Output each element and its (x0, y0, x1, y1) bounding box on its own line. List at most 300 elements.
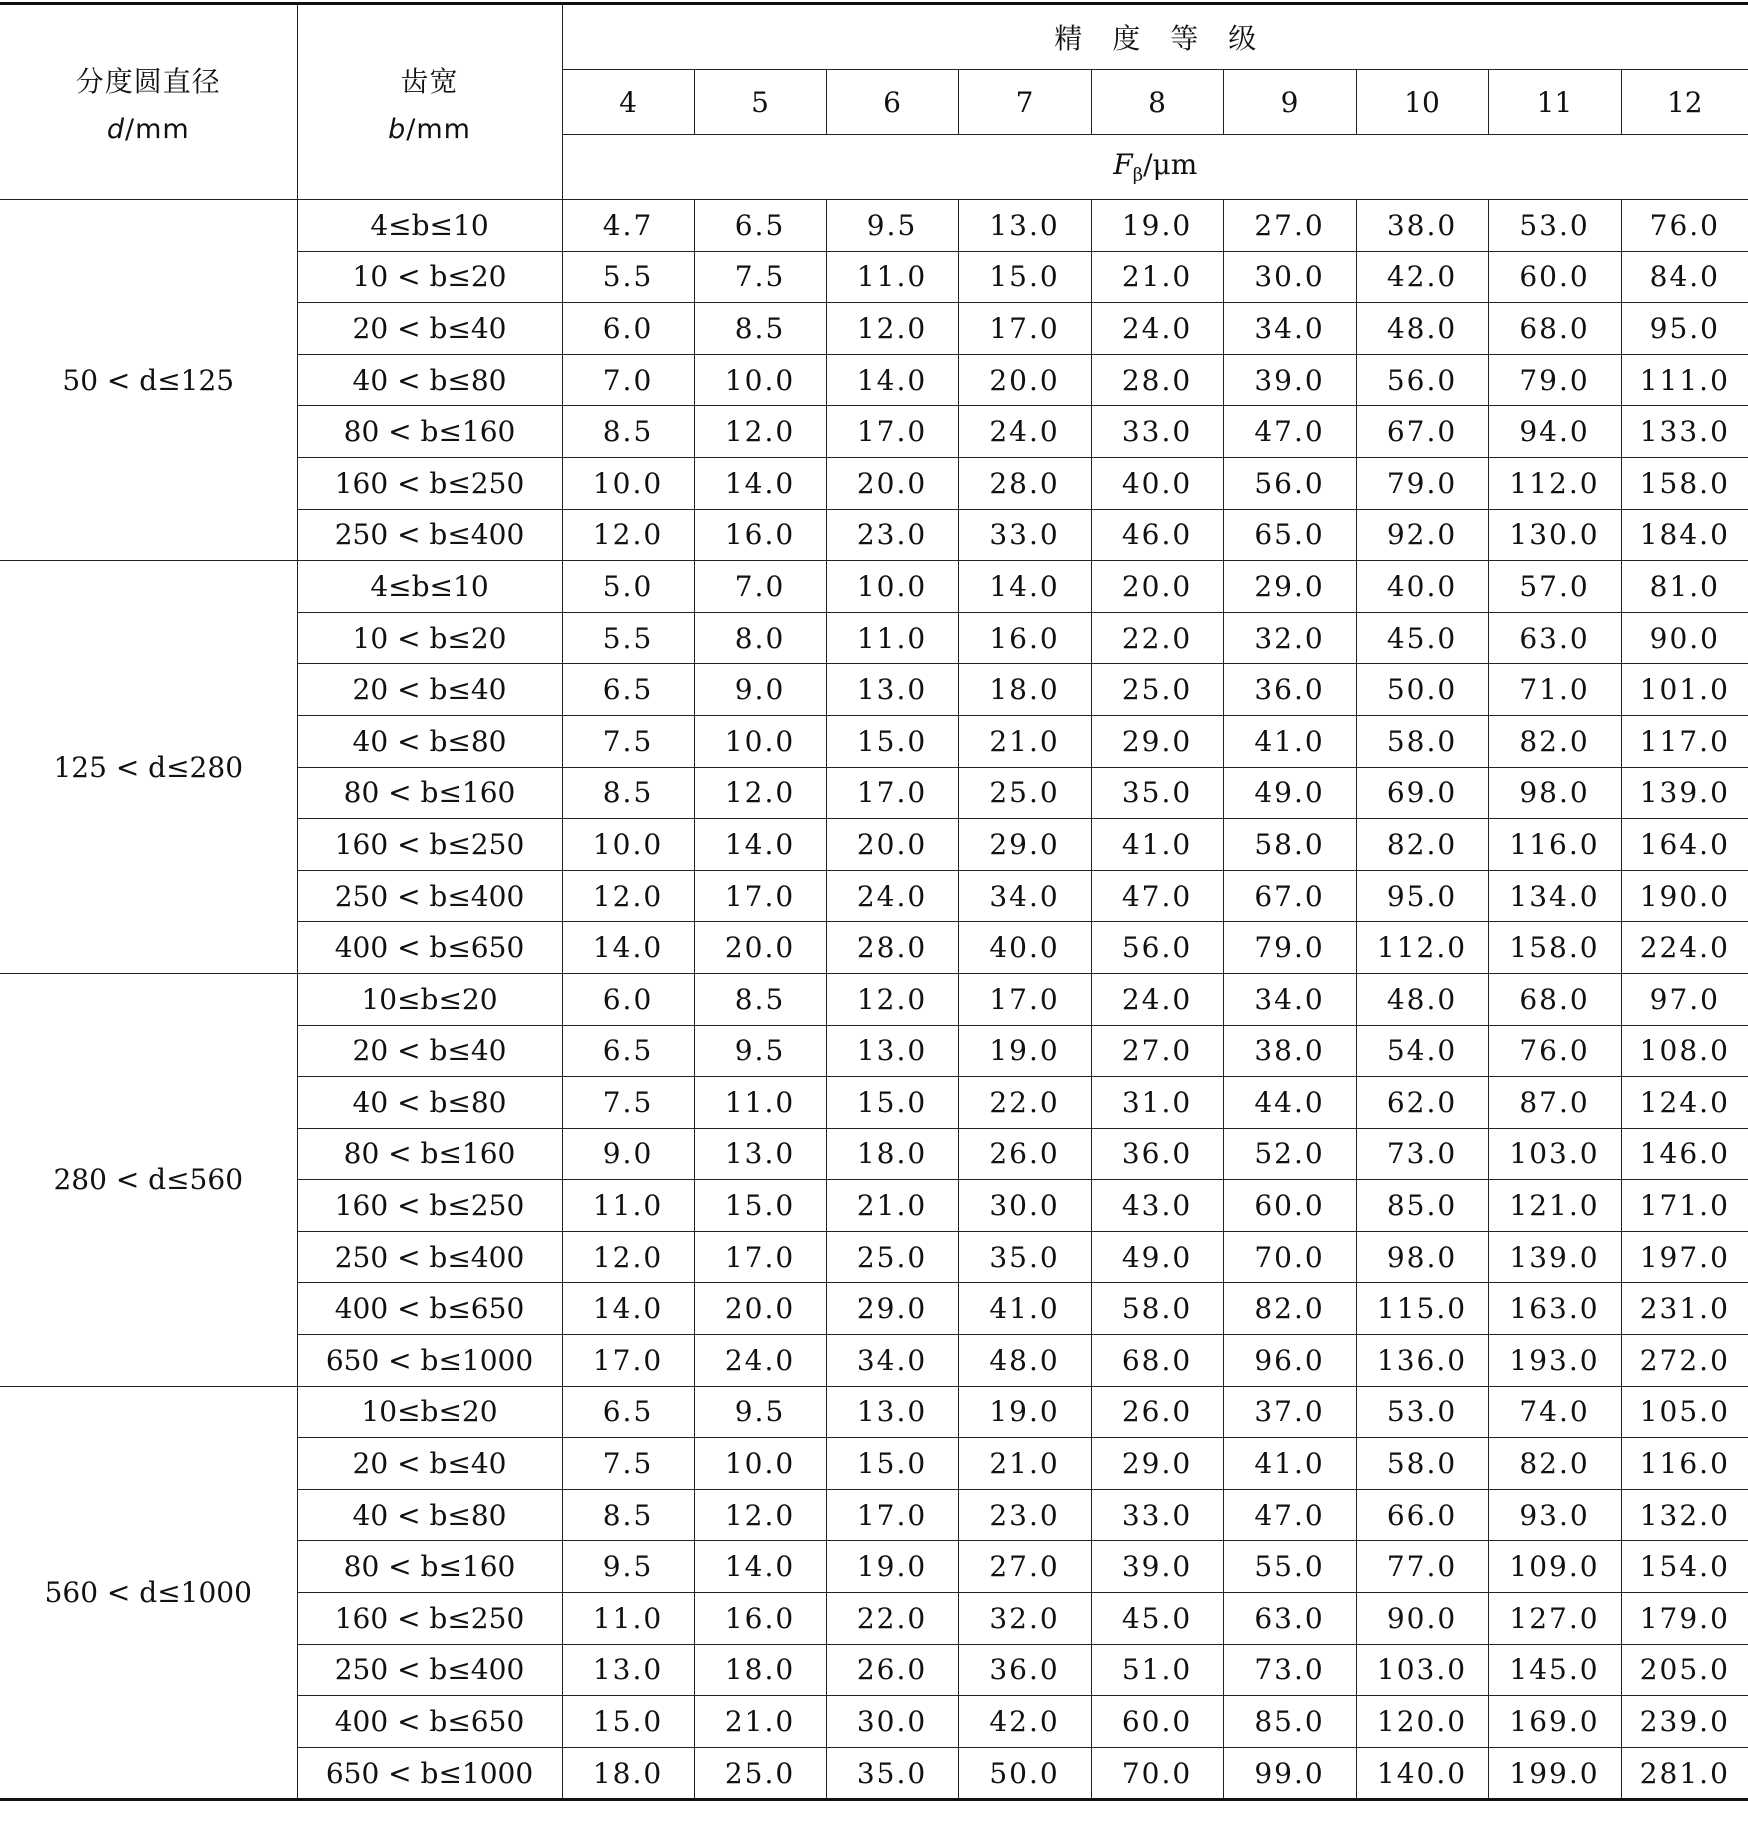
tolerance-value-cell: 272.0 (1621, 1335, 1748, 1387)
tolerance-value-cell: 14.0 (562, 922, 694, 974)
tolerance-value-cell: 24.0 (694, 1335, 826, 1387)
tolerance-value-cell: 8.5 (562, 406, 694, 458)
tolerance-value-cell: 98.0 (1488, 767, 1621, 819)
tolerance-value-cell: 96.0 (1223, 1335, 1356, 1387)
tolerance-value-cell: 105.0 (1621, 1386, 1748, 1438)
tolerance-value-cell: 67.0 (1356, 406, 1488, 458)
tolerance-value-cell: 20.0 (1091, 561, 1223, 613)
tolerance-value-cell: 19.0 (826, 1541, 958, 1593)
tolerance-value-cell: 73.0 (1356, 1128, 1488, 1180)
tolerance-value-cell: 48.0 (1356, 973, 1488, 1025)
tolerance-value-cell: 34.0 (1223, 303, 1356, 355)
width-range-cell: 20 < b≤40 (297, 1438, 562, 1490)
grade-cell: 7 (958, 70, 1091, 135)
tolerance-value-cell: 42.0 (958, 1696, 1091, 1748)
tolerance-value-cell: 46.0 (1091, 509, 1223, 561)
tolerance-value-cell: 50.0 (1356, 664, 1488, 716)
tolerance-value-cell: 132.0 (1621, 1489, 1748, 1541)
tolerance-value-cell: 54.0 (1356, 1025, 1488, 1077)
tolerance-value-cell: 60.0 (1223, 1180, 1356, 1232)
tolerance-value-cell: 224.0 (1621, 922, 1748, 974)
tolerance-value-cell: 41.0 (1091, 819, 1223, 871)
tolerance-value-cell: 44.0 (1223, 1077, 1356, 1129)
width-range-cell: 20 < b≤40 (297, 1025, 562, 1077)
tolerance-value-cell: 12.0 (694, 1489, 826, 1541)
helix-tolerance-table (0, 2, 1748, 1801)
tolerance-value-cell: 70.0 (1223, 1231, 1356, 1283)
tolerance-value-cell: 48.0 (958, 1335, 1091, 1387)
tolerance-value-cell: 5.5 (562, 251, 694, 303)
tolerance-value-cell: 38.0 (1356, 200, 1488, 252)
tolerance-value-cell: 13.0 (826, 1025, 958, 1077)
tolerance-value-cell: 85.0 (1223, 1696, 1356, 1748)
tolerance-value-cell: 101.0 (1621, 664, 1748, 716)
tolerance-value-cell: 69.0 (1356, 767, 1488, 819)
tolerance-value-cell: 36.0 (1091, 1128, 1223, 1180)
tolerance-value-cell: 29.0 (1091, 1438, 1223, 1490)
tolerance-value-cell: 139.0 (1488, 1231, 1621, 1283)
tolerance-value-cell: 18.0 (826, 1128, 958, 1180)
tolerance-value-cell: 158.0 (1488, 922, 1621, 974)
tolerance-value-cell: 15.0 (826, 1438, 958, 1490)
tolerance-value-cell: 33.0 (958, 509, 1091, 561)
tolerance-value-cell: 163.0 (1488, 1283, 1621, 1335)
width-range-cell: 10 < b≤20 (297, 612, 562, 664)
tolerance-value-cell: 5.0 (562, 561, 694, 613)
tolerance-value-cell: 68.0 (1488, 303, 1621, 355)
tolerance-value-cell: 63.0 (1488, 612, 1621, 664)
tolerance-value-cell: 16.0 (694, 1593, 826, 1645)
tolerance-value-cell: 21.0 (958, 715, 1091, 767)
tolerance-value-cell: 16.0 (694, 509, 826, 561)
tolerance-value-cell: 30.0 (826, 1696, 958, 1748)
tolerance-value-cell: 93.0 (1488, 1489, 1621, 1541)
tolerance-value-cell: 29.0 (826, 1283, 958, 1335)
width-range-cell: 250 < b≤400 (297, 1231, 562, 1283)
tolerance-value-cell: 26.0 (826, 1644, 958, 1696)
tolerance-value-cell: 23.0 (826, 509, 958, 561)
tolerance-value-cell: 30.0 (1223, 251, 1356, 303)
tolerance-value-cell: 95.0 (1356, 870, 1488, 922)
diameter-header (0, 4, 297, 200)
tolerance-value-cell: 17.0 (958, 303, 1091, 355)
tolerance-value-cell: 179.0 (1621, 1593, 1748, 1645)
tolerance-value-cell: 124.0 (1621, 1077, 1748, 1129)
tolerance-value-cell: 19.0 (1091, 200, 1223, 252)
tolerance-value-cell: 16.0 (958, 612, 1091, 664)
tolerance-value-cell: 32.0 (958, 1593, 1091, 1645)
tolerance-value-cell: 199.0 (1488, 1747, 1621, 1800)
tolerance-value-cell: 23.0 (958, 1489, 1091, 1541)
tolerance-value-cell: 17.0 (826, 767, 958, 819)
tolerance-value-cell: 56.0 (1223, 457, 1356, 509)
width-range-cell: 400 < b≤650 (297, 1283, 562, 1335)
tolerance-value-cell: 82.0 (1488, 715, 1621, 767)
grade-cell: 8 (1091, 70, 1223, 135)
tolerance-value-cell: 71.0 (1488, 664, 1621, 716)
tolerance-value-cell: 7.5 (694, 251, 826, 303)
tolerance-value-cell: 15.0 (826, 1077, 958, 1129)
width-range-cell: 80 < b≤160 (297, 1541, 562, 1593)
width-range-cell: 250 < b≤400 (297, 870, 562, 922)
table-body (0, 200, 1748, 1800)
tolerance-value-cell: 84.0 (1621, 251, 1748, 303)
tolerance-value-cell: 21.0 (694, 1696, 826, 1748)
tolerance-value-cell: 7.5 (562, 715, 694, 767)
tolerance-value-cell: 6.5 (562, 1386, 694, 1438)
tolerance-value-cell: 90.0 (1356, 1593, 1488, 1645)
tolerance-value-cell: 117.0 (1621, 715, 1748, 767)
tolerance-value-cell: 79.0 (1488, 354, 1621, 406)
tolerance-value-cell: 13.0 (826, 1386, 958, 1438)
tolerance-value-cell: 47.0 (1091, 870, 1223, 922)
tolerance-value-cell: 62.0 (1356, 1077, 1488, 1129)
tolerance-value-cell: 35.0 (1091, 767, 1223, 819)
tolerance-value-cell: 31.0 (1091, 1077, 1223, 1129)
tolerance-value-cell: 95.0 (1621, 303, 1748, 355)
tolerance-value-cell: 24.0 (958, 406, 1091, 458)
tolerance-value-cell: 121.0 (1488, 1180, 1621, 1232)
tolerance-value-cell: 145.0 (1488, 1644, 1621, 1696)
grade-cell: 5 (694, 70, 826, 135)
tolerance-value-cell: 66.0 (1356, 1489, 1488, 1541)
tolerance-value-cell: 28.0 (1091, 354, 1223, 406)
tolerance-value-cell: 60.0 (1091, 1696, 1223, 1748)
tolerance-value-cell: 17.0 (958, 973, 1091, 1025)
table-header (0, 4, 1748, 200)
tolerance-value-cell: 35.0 (958, 1231, 1091, 1283)
tolerance-value-cell: 60.0 (1488, 251, 1621, 303)
tolerance-value-cell: 19.0 (958, 1025, 1091, 1077)
tolerance-value-cell: 231.0 (1621, 1283, 1748, 1335)
width-range-cell: 400 < b≤650 (297, 1696, 562, 1748)
tolerance-value-cell: 9.0 (562, 1128, 694, 1180)
tolerance-value-cell: 18.0 (562, 1747, 694, 1800)
width-range-cell: 40 < b≤80 (297, 1077, 562, 1129)
tolerance-value-cell: 73.0 (1223, 1644, 1356, 1696)
tolerance-value-cell: 79.0 (1356, 457, 1488, 509)
tolerance-value-cell: 8.5 (694, 973, 826, 1025)
tolerance-value-cell: 58.0 (1091, 1283, 1223, 1335)
diameter-range-cell: 560 < d≤1000 (0, 1386, 297, 1800)
tolerance-value-cell: 45.0 (1356, 612, 1488, 664)
width-range-cell: 400 < b≤650 (297, 922, 562, 974)
grade-cell: 10 (1356, 70, 1488, 135)
tolerance-value-cell: 41.0 (1223, 1438, 1356, 1490)
tolerance-value-cell: 10.0 (694, 715, 826, 767)
tolerance-value-cell: 97.0 (1621, 973, 1748, 1025)
tolerance-value-cell: 55.0 (1223, 1541, 1356, 1593)
grade-cell: 11 (1488, 70, 1621, 135)
width-range-cell: 10≤b≤20 (297, 1386, 562, 1438)
width-range-cell: 160 < b≤250 (297, 1180, 562, 1232)
tolerance-value-cell: 79.0 (1223, 922, 1356, 974)
width-range-cell: 80 < b≤160 (297, 406, 562, 458)
tolerance-value-cell: 103.0 (1488, 1128, 1621, 1180)
width-range-cell: 160 < b≤250 (297, 819, 562, 871)
tolerance-value-cell: 112.0 (1356, 922, 1488, 974)
tolerance-value-cell: 24.0 (1091, 303, 1223, 355)
tolerance-value-cell: 49.0 (1091, 1231, 1223, 1283)
tolerance-value-cell: 8.5 (694, 303, 826, 355)
tolerance-value-cell: 63.0 (1223, 1593, 1356, 1645)
tolerance-value-cell: 10.0 (562, 819, 694, 871)
tolerance-value-cell: 98.0 (1356, 1231, 1488, 1283)
tolerance-value-cell: 20.0 (694, 1283, 826, 1335)
tolerance-value-cell: 28.0 (958, 457, 1091, 509)
tolerance-value-cell: 92.0 (1356, 509, 1488, 561)
width-range-cell: 10≤b≤20 (297, 973, 562, 1025)
tolerance-value-cell: 9.0 (694, 664, 826, 716)
tolerance-value-cell: 184.0 (1621, 509, 1748, 561)
width-range-cell: 650 < b≤1000 (297, 1335, 562, 1387)
tolerance-value-cell: 25.0 (958, 767, 1091, 819)
tolerance-value-cell: 35.0 (826, 1747, 958, 1800)
tolerance-value-cell: 42.0 (1356, 251, 1488, 303)
table-row (0, 561, 1748, 613)
tolerance-value-cell: 22.0 (1091, 612, 1223, 664)
tolerance-value-cell: 65.0 (1223, 509, 1356, 561)
tolerance-value-cell: 8.5 (562, 1489, 694, 1541)
tolerance-value-cell: 32.0 (1223, 612, 1356, 664)
tolerance-value-cell: 12.0 (562, 1231, 694, 1283)
tolerance-value-cell: 68.0 (1091, 1335, 1223, 1387)
tolerance-value-cell: 5.5 (562, 612, 694, 664)
tolerance-value-cell: 28.0 (826, 922, 958, 974)
tolerance-var: F (1113, 148, 1133, 182)
tolerance-value-cell: 158.0 (1621, 457, 1748, 509)
tolerance-value-cell: 58.0 (1356, 1438, 1488, 1490)
tolerance-value-cell: 10.0 (694, 1438, 826, 1490)
tolerance-value-cell: 29.0 (1223, 561, 1356, 613)
tolerance-value-cell: 25.0 (1091, 664, 1223, 716)
width-range-cell: 40 < b≤80 (297, 1489, 562, 1541)
table-row (0, 973, 1748, 1025)
tolerance-value-cell: 17.0 (826, 1489, 958, 1541)
tolerance-value-cell: 14.0 (958, 561, 1091, 613)
diameter-range-cell: 125 < d≤280 (0, 561, 297, 974)
tolerance-value-cell: 12.0 (694, 406, 826, 458)
grade-cell: 4 (562, 70, 694, 135)
tolerance-value-cell: 94.0 (1488, 406, 1621, 458)
tolerance-value-cell: 18.0 (694, 1644, 826, 1696)
tolerance-value-cell: 12.0 (562, 509, 694, 561)
tolerance-value-cell: 22.0 (958, 1077, 1091, 1129)
tolerance-value-cell: 58.0 (1356, 715, 1488, 767)
tolerance-value-cell: 130.0 (1488, 509, 1621, 561)
tolerance-value-cell: 76.0 (1621, 200, 1748, 252)
tolerance-value-cell: 21.0 (826, 1180, 958, 1232)
diameter-range-cell: 280 < d≤560 (0, 973, 297, 1386)
tolerance-value-cell: 10.0 (562, 457, 694, 509)
table-row (0, 1386, 1748, 1438)
tolerance-value-cell: 53.0 (1356, 1386, 1488, 1438)
tolerance-value-cell: 52.0 (1223, 1128, 1356, 1180)
tolerance-value-cell: 50.0 (958, 1747, 1091, 1800)
tolerance-value-cell: 57.0 (1488, 561, 1621, 613)
tolerance-value-cell: 82.0 (1488, 1438, 1621, 1490)
width-range-cell: 160 < b≤250 (297, 457, 562, 509)
width-label: 齿宽 (400, 64, 459, 98)
tolerance-value-cell: 24.0 (826, 870, 958, 922)
tolerance-value-cell: 27.0 (958, 1541, 1091, 1593)
width-range-cell: 4≤b≤10 (297, 200, 562, 252)
tolerance-value-cell: 11.0 (562, 1593, 694, 1645)
tolerance-value-cell: 90.0 (1621, 612, 1748, 664)
tolerance-value-cell: 164.0 (1621, 819, 1748, 871)
tolerance-value-cell: 25.0 (826, 1231, 958, 1283)
tolerance-value-cell: 18.0 (958, 664, 1091, 716)
tolerance-value-cell: 15.0 (694, 1180, 826, 1232)
diameter-range-cell: 50 < d≤125 (0, 200, 297, 561)
tolerance-value-cell: 134.0 (1488, 870, 1621, 922)
tolerance-value-cell: 15.0 (562, 1696, 694, 1748)
tolerance-value-cell: 116.0 (1621, 1438, 1748, 1490)
tolerance-value-cell: 127.0 (1488, 1593, 1621, 1645)
tolerance-value-cell: 36.0 (1223, 664, 1356, 716)
tolerance-value-cell: 17.0 (562, 1335, 694, 1387)
tolerance-value-cell: 17.0 (694, 870, 826, 922)
tolerance-value-cell: 67.0 (1223, 870, 1356, 922)
tolerance-value-cell: 15.0 (826, 715, 958, 767)
tolerance-value-cell: 7.0 (694, 561, 826, 613)
width-range-cell: 10 < b≤20 (297, 251, 562, 303)
tolerance-value-cell: 68.0 (1488, 973, 1621, 1025)
width-range-cell: 80 < b≤160 (297, 1128, 562, 1180)
tolerance-value-cell: 74.0 (1488, 1386, 1621, 1438)
width-range-cell: 40 < b≤80 (297, 715, 562, 767)
tolerance-value-cell: 193.0 (1488, 1335, 1621, 1387)
tolerance-value-cell: 26.0 (1091, 1386, 1223, 1438)
tolerance-value-cell: 47.0 (1223, 406, 1356, 458)
grade-cell: 9 (1223, 70, 1356, 135)
grade-cell: 6 (826, 70, 958, 135)
tolerance-value-cell: 70.0 (1091, 1747, 1223, 1800)
tolerance-value-cell: 53.0 (1488, 200, 1621, 252)
width-range-cell: 250 < b≤400 (297, 1644, 562, 1696)
tolerance-value-cell: 14.0 (694, 819, 826, 871)
tolerance-value-cell: 116.0 (1488, 819, 1621, 871)
width-unit: /mm (406, 113, 471, 145)
tolerance-value-cell: 17.0 (694, 1231, 826, 1283)
tolerance-value-cell: 13.0 (826, 664, 958, 716)
tolerance-value-cell: 8.0 (694, 612, 826, 664)
tolerance-value-cell: 9.5 (562, 1541, 694, 1593)
tolerance-value-cell: 51.0 (1091, 1644, 1223, 1696)
tolerance-value-cell: 40.0 (958, 922, 1091, 974)
tolerance-value-cell: 10.0 (694, 354, 826, 406)
tolerance-value-cell: 87.0 (1488, 1077, 1621, 1129)
width-range-cell: 20 < b≤40 (297, 303, 562, 355)
tolerance-value-cell: 99.0 (1223, 1747, 1356, 1800)
tolerance-value-cell: 9.5 (694, 1386, 826, 1438)
tolerance-value-cell: 38.0 (1223, 1025, 1356, 1077)
tolerance-value-cell: 82.0 (1223, 1283, 1356, 1335)
tolerance-value-cell: 8.5 (562, 767, 694, 819)
width-range-cell: 20 < b≤40 (297, 664, 562, 716)
tolerance-value-cell: 11.0 (694, 1077, 826, 1129)
tolerance-value-cell: 136.0 (1356, 1335, 1488, 1387)
tolerance-value-cell: 17.0 (826, 406, 958, 458)
tolerance-value-cell: 133.0 (1621, 406, 1748, 458)
tolerance-value-cell: 115.0 (1356, 1283, 1488, 1335)
tolerance-value-cell: 6.0 (562, 303, 694, 355)
tolerance-value-cell: 169.0 (1488, 1696, 1621, 1748)
tolerance-value-cell: 30.0 (958, 1180, 1091, 1232)
tolerance-value-cell: 20.0 (826, 457, 958, 509)
tolerance-value-cell: 14.0 (826, 354, 958, 406)
tolerance-value-cell: 12.0 (826, 973, 958, 1025)
tolerance-value-cell: 103.0 (1356, 1644, 1488, 1696)
tolerance-value-cell: 154.0 (1621, 1541, 1748, 1593)
width-range-cell: 4≤b≤10 (297, 561, 562, 613)
tolerance-value-cell: 9.5 (694, 1025, 826, 1077)
tolerance-value-cell: 12.0 (562, 870, 694, 922)
tolerance-unit: /μm (1143, 148, 1198, 182)
tolerance-value-cell: 6.5 (694, 200, 826, 252)
tolerance-value-cell: 40.0 (1356, 561, 1488, 613)
tolerance-value-cell: 29.0 (1091, 715, 1223, 767)
width-range-cell: 160 < b≤250 (297, 1593, 562, 1645)
tolerance-value-cell: 36.0 (958, 1644, 1091, 1696)
tolerance-value-cell: 7.0 (562, 354, 694, 406)
grade-cell: 12 (1621, 70, 1748, 135)
tolerance-value-cell: 6.5 (562, 1025, 694, 1077)
tolerance-value-cell: 7.5 (562, 1438, 694, 1490)
tolerance-value-cell: 56.0 (1356, 354, 1488, 406)
diameter-label: 分度圆直径 (75, 64, 221, 98)
tolerance-value-cell: 11.0 (562, 1180, 694, 1232)
tolerance-value-cell: 56.0 (1091, 922, 1223, 974)
grade-header: 精度等级 (562, 4, 1748, 70)
tolerance-value-cell: 111.0 (1621, 354, 1748, 406)
width-var: b (388, 113, 407, 145)
tolerance-value-cell: 112.0 (1488, 457, 1621, 509)
tolerance-value-cell: 21.0 (1091, 251, 1223, 303)
tolerance-value-cell: 26.0 (958, 1128, 1091, 1180)
tolerance-value-cell: 85.0 (1356, 1180, 1488, 1232)
tolerance-value-cell: 14.0 (562, 1283, 694, 1335)
tolerance-value-cell: 13.0 (958, 200, 1091, 252)
tolerance-value-cell: 13.0 (694, 1128, 826, 1180)
tolerance-value-cell: 20.0 (958, 354, 1091, 406)
tolerance-value-cell: 4.7 (562, 200, 694, 252)
tolerance-value-cell: 11.0 (826, 251, 958, 303)
tolerance-value-cell: 27.0 (1223, 200, 1356, 252)
tolerance-value-cell: 34.0 (1223, 973, 1356, 1025)
tolerance-value-cell: 21.0 (958, 1438, 1091, 1490)
tolerance-value-cell: 6.0 (562, 973, 694, 1025)
width-range-cell: 650 < b≤1000 (297, 1747, 562, 1800)
tolerance-value-cell: 76.0 (1488, 1025, 1621, 1077)
tolerance-value-cell: 19.0 (958, 1386, 1091, 1438)
width-range-cell: 40 < b≤80 (297, 354, 562, 406)
tolerance-value-cell: 37.0 (1223, 1386, 1356, 1438)
tolerance-value-cell: 9.5 (826, 200, 958, 252)
tolerance-value-cell: 14.0 (694, 1541, 826, 1593)
tolerance-value-cell: 82.0 (1356, 819, 1488, 871)
width-range-cell: 80 < b≤160 (297, 767, 562, 819)
tolerance-value-cell: 48.0 (1356, 303, 1488, 355)
tolerance-value-cell: 205.0 (1621, 1644, 1748, 1696)
tolerance-value-cell: 146.0 (1621, 1128, 1748, 1180)
tolerance-value-cell: 41.0 (1223, 715, 1356, 767)
tolerance-value-cell: 139.0 (1621, 767, 1748, 819)
width-header (297, 4, 562, 200)
tolerance-value-cell: 15.0 (958, 251, 1091, 303)
tolerance-value-cell: 14.0 (694, 457, 826, 509)
tolerance-value-cell: 6.5 (562, 664, 694, 716)
